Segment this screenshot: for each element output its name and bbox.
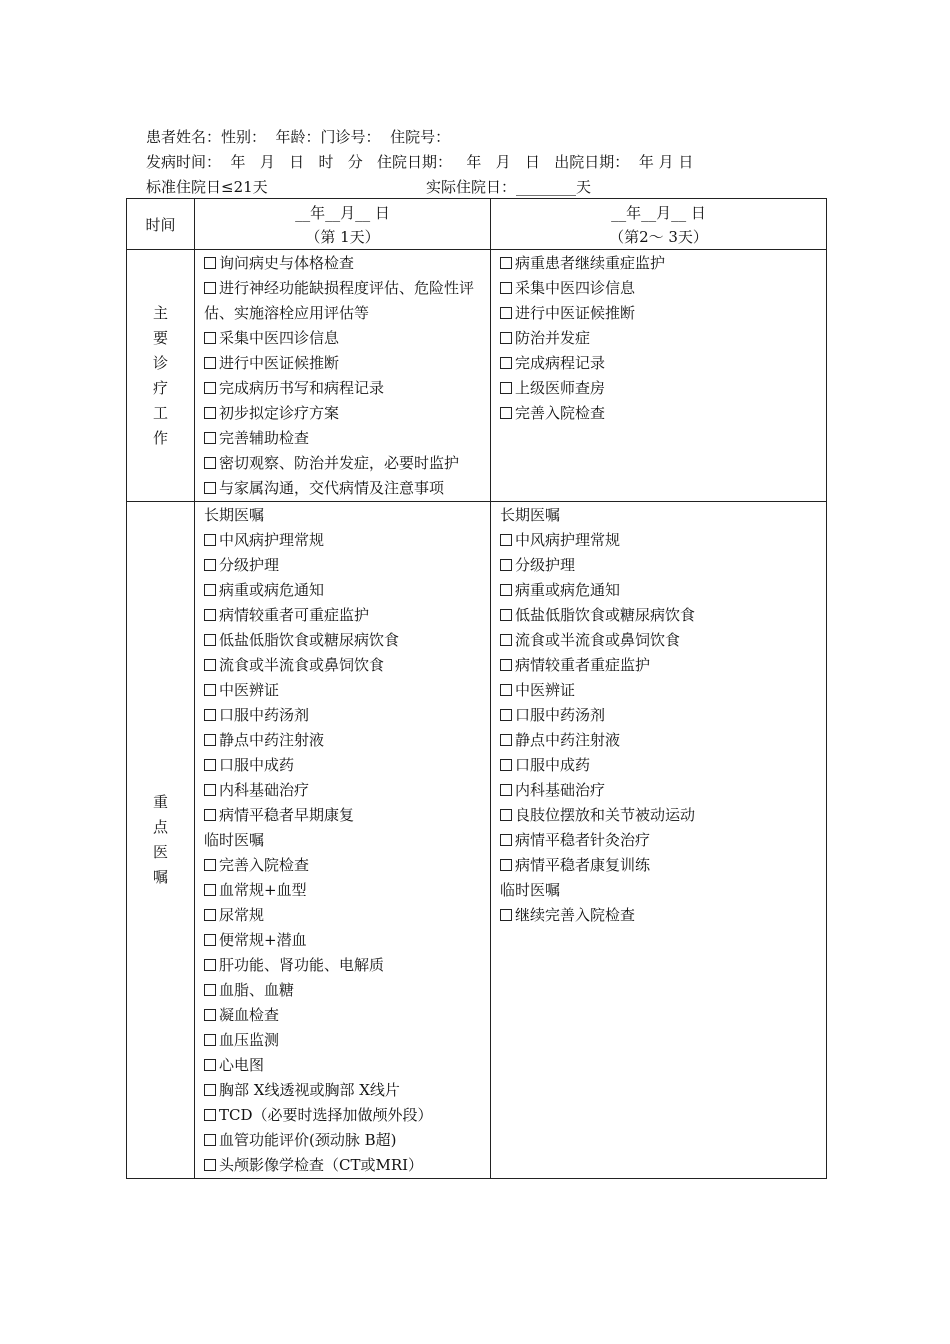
checklist-item-text: 密切观察、防治并发症，必要时监护 [219, 454, 460, 472]
checklist-item [204, 1103, 486, 1128]
checkbox-icon[interactable] [204, 706, 219, 724]
checklist-item [500, 351, 822, 376]
checklist-item-text: 低盐低脂饮食或糖尿病饮食 [219, 631, 400, 649]
checklist-item-text: 静点中药注射液 [219, 731, 325, 749]
checkbox-icon[interactable] [204, 1131, 219, 1149]
checklist-item-text: 病重患者继续重症监护 [515, 254, 666, 272]
checklist-item [500, 251, 822, 276]
time-header-cell [127, 199, 195, 250]
checklist-item [204, 803, 486, 828]
checklist-item [204, 326, 486, 351]
checklist-item [204, 1028, 486, 1053]
checklist-item [204, 928, 486, 953]
checklist-item [204, 276, 486, 326]
checklist-item [204, 878, 486, 903]
stay-info-line [146, 177, 591, 197]
orders-day2-cell [491, 502, 827, 1179]
checkbox-icon[interactable] [204, 731, 219, 749]
checkbox-icon[interactable] [204, 254, 219, 272]
temporary-orders-title: 临时医嘱 [500, 881, 561, 899]
row-label-char: 医 [152, 843, 168, 861]
checklist-item-text: 完善入院检查 [219, 856, 310, 874]
checklist [204, 251, 486, 501]
checkbox-icon[interactable] [204, 379, 219, 397]
checklist-item [204, 578, 486, 603]
row-label-char: 诊 [152, 353, 168, 372]
checklist-item [204, 703, 486, 728]
checklist-item-text: 流食或半流食或鼻饲饮食 [515, 631, 681, 649]
main-work-day2-cell [491, 250, 827, 502]
checklist-item-text: 中医辨证 [515, 681, 576, 699]
checkbox-icon[interactable] [500, 379, 515, 397]
checklist-item [204, 853, 486, 878]
temporary-orders-title: 临时医嘱 [204, 831, 265, 849]
checklist [500, 528, 822, 878]
checklist-item-text: 分级护理 [515, 556, 576, 574]
main-work-label-cell [127, 250, 195, 502]
patient-info-line: 患者姓名：性别： 年龄：门诊号： 住院号： [146, 128, 451, 146]
orders-label-cell [127, 502, 195, 1179]
checkbox-icon[interactable] [500, 906, 515, 924]
orders-row [127, 502, 827, 1179]
checklist-item [500, 528, 822, 553]
checklist-item-text: 胸部 X线透视或胸部 X线片 [219, 1081, 400, 1099]
checkbox-icon[interactable] [204, 1056, 219, 1074]
checkbox-icon[interactable] [204, 881, 219, 899]
checklist-item-text: 进行中医证候推断 [515, 304, 636, 322]
checklist-item [204, 1153, 486, 1178]
checklist [204, 853, 486, 1178]
checkbox-icon[interactable] [500, 329, 515, 347]
checklist-item-text: 血常规+血型 [219, 881, 307, 899]
checkbox-icon[interactable] [500, 279, 515, 297]
checklist-item-text: 采集中医四诊信息 [515, 279, 636, 297]
checklist-item [204, 528, 486, 553]
checklist-item [204, 603, 486, 628]
checklist-item [500, 803, 822, 828]
checkbox-icon[interactable] [204, 531, 219, 549]
checklist-item-text: 病重或病危通知 [515, 581, 621, 599]
checklist-item-text: 分级护理 [219, 556, 280, 574]
checklist-item-text: 中风病护理常规 [515, 531, 621, 549]
checklist-item-text: 进行中医证候推断 [219, 354, 340, 372]
checkbox-icon[interactable] [204, 479, 219, 497]
checklist-item [500, 778, 822, 803]
checkbox-icon[interactable] [500, 681, 515, 699]
checklist-item-text: 便常规+潜血 [219, 931, 307, 949]
checkbox-icon[interactable] [500, 781, 515, 799]
checkbox-icon[interactable] [204, 1081, 219, 1099]
checklist-item-text: 病情平稳者康复训练 [515, 856, 651, 874]
checkbox-icon[interactable] [500, 531, 515, 549]
checklist-item-text: 进行神经功能缺损程度评估、危险性评估、实施溶栓应用评估等 [204, 279, 475, 322]
actual-stay-text: 实际住院日：________天 [426, 178, 592, 196]
checklist-item-text: 病重或病危通知 [219, 581, 325, 599]
checklist-item [204, 476, 486, 501]
main-work-row [127, 250, 827, 502]
checkbox-icon[interactable] [204, 906, 219, 924]
row-label-char: 作 [152, 428, 168, 447]
checkbox-icon[interactable] [204, 606, 219, 624]
checkbox-icon[interactable] [500, 706, 515, 724]
checklist-item [204, 753, 486, 778]
day1-label: （第 1天） [305, 228, 380, 246]
checklist-item [204, 1078, 486, 1103]
checklist-item [500, 703, 822, 728]
checklist-item-text: 内科基础治疗 [219, 781, 310, 799]
checklist-item-text: 凝血检查 [219, 1006, 280, 1024]
checklist-item-text: TCD（必要时选择加做颅外段） [219, 1106, 433, 1124]
checklist-item-text: 血管功能评价(颈动脉 B超) [219, 1131, 397, 1149]
long-term-orders-title: 长期医嘱 [204, 506, 265, 524]
checklist-item [204, 978, 486, 1003]
checkbox-icon[interactable] [204, 556, 219, 574]
checkbox-icon[interactable] [204, 856, 219, 874]
checklist-item [500, 653, 822, 678]
checklist-item [500, 301, 822, 326]
checklist-item [204, 376, 486, 401]
clinical-pathway-table [126, 198, 827, 1179]
checklist-item [500, 578, 822, 603]
checkbox-icon[interactable] [500, 806, 515, 824]
checklist-item-text: 内科基础治疗 [515, 781, 606, 799]
day1-date: __年__月__ 日 [295, 204, 390, 222]
day2-date: __年__月__ 日 [611, 204, 706, 222]
checklist-item-text: 采集中医四诊信息 [219, 329, 340, 347]
checkbox-icon[interactable] [204, 781, 219, 799]
checklist-item-text: 尿常规 [219, 906, 265, 924]
checkbox-icon[interactable] [500, 354, 515, 372]
checklist-item-text: 静点中药注射液 [515, 731, 621, 749]
checklist-item [500, 903, 822, 928]
checklist-item-text: 初步拟定诊疗方案 [219, 404, 340, 422]
checklist-item-text: 流食或半流食或鼻饲饮食 [219, 656, 385, 674]
checkbox-icon[interactable] [204, 454, 219, 472]
checkbox-icon[interactable] [500, 631, 515, 649]
row-label-char: 主 [152, 303, 168, 322]
checkbox-icon[interactable] [204, 581, 219, 599]
checklist-item-text: 防治并发症 [515, 329, 591, 347]
row-label-char: 疗 [152, 378, 168, 397]
checklist-item [500, 376, 822, 401]
checkbox-icon[interactable] [204, 756, 219, 774]
checkbox-icon[interactable] [204, 1156, 219, 1174]
checkbox-icon[interactable] [500, 731, 515, 749]
checkbox-icon[interactable] [204, 656, 219, 674]
checklist-item-text: 与家属沟通，交代病情及注意事项 [219, 479, 445, 497]
checkbox-icon[interactable] [500, 756, 515, 774]
checklist-item-text: 询问病史与体格检查 [219, 254, 355, 272]
checklist-item [500, 828, 822, 853]
checkbox-icon[interactable] [500, 304, 515, 322]
row-label-char: 点 [152, 818, 168, 836]
checklist-item [500, 753, 822, 778]
day2-label: （第2～ 3天） [609, 228, 708, 246]
checklist-item [500, 603, 822, 628]
checkbox-icon[interactable] [204, 1106, 219, 1124]
checklist-item-text: 口服中成药 [515, 756, 591, 774]
checklist-item [204, 426, 486, 451]
day1-header-cell [195, 199, 491, 250]
checklist-item [500, 728, 822, 753]
checkbox-icon[interactable] [204, 1006, 219, 1024]
checklist-item-text: 上级医师查房 [515, 379, 606, 397]
checkbox-icon[interactable] [500, 606, 515, 624]
checklist-item-text: 良肢位摆放和关节被动运动 [515, 806, 696, 824]
row-label-char: 要 [152, 328, 168, 347]
checklist-item-text: 病情较重者可重症监护 [219, 606, 370, 624]
checklist-item [204, 628, 486, 653]
checklist-item [204, 778, 486, 803]
checklist-item [204, 553, 486, 578]
checklist-item [500, 553, 822, 578]
checkbox-icon[interactable] [500, 831, 515, 849]
dates-info-line: 发病时间： 年 月 日 时 分 住院日期： 年 月 日 出院日期： 年 月 日 [146, 153, 694, 171]
checklist-item-text: 病情平稳者早期康复 [219, 806, 355, 824]
row-label-char: 嘱 [152, 868, 168, 886]
checkbox-icon[interactable] [500, 254, 515, 272]
checkbox-icon[interactable] [500, 856, 515, 874]
checkbox-icon[interactable] [204, 279, 219, 297]
checklist-item-text: 头颅影像学检查（CT或MRI） [219, 1156, 424, 1174]
checkbox-icon[interactable] [500, 656, 515, 674]
checkbox-icon[interactable] [204, 1031, 219, 1049]
checklist-item-text: 口服中药汤剂 [515, 706, 606, 724]
orders-day1-cell [195, 502, 491, 1179]
checklist-item-text: 心电图 [219, 1056, 265, 1074]
checklist-item [204, 728, 486, 753]
checklist-item-text: 血压监测 [219, 1031, 280, 1049]
checklist [500, 251, 822, 426]
checkbox-icon[interactable] [204, 429, 219, 447]
long-term-orders-title: 长期医嘱 [500, 506, 561, 524]
header-row [127, 199, 827, 250]
day2-header-cell [491, 199, 827, 250]
checklist-item [204, 953, 486, 978]
checkbox-icon[interactable] [204, 931, 219, 949]
checkbox-icon[interactable] [204, 329, 219, 347]
checklist-item [500, 853, 822, 878]
checkbox-icon[interactable] [204, 956, 219, 974]
checklist-item-text: 口服中药汤剂 [219, 706, 310, 724]
row-label-char: 工 [152, 403, 168, 422]
checklist-item [204, 903, 486, 928]
checklist-item-text: 病情平稳者针灸治疗 [515, 831, 651, 849]
checklist [500, 903, 822, 928]
checklist-item [204, 1003, 486, 1028]
checklist-item [500, 326, 822, 351]
checkbox-icon[interactable] [500, 404, 515, 422]
checkbox-icon[interactable] [204, 354, 219, 372]
checkbox-icon[interactable] [204, 806, 219, 824]
main-work-day1-cell [195, 250, 491, 502]
checklist-item-text: 继续完善入院检查 [515, 906, 636, 924]
time-label: 时间 [145, 215, 176, 234]
checklist-item-text: 完善入院检查 [515, 404, 606, 422]
standard-stay-text: 标准住院日≤21天 [146, 178, 268, 196]
row-label-char: 重 [152, 793, 168, 811]
checklist-item [204, 1053, 486, 1078]
checkbox-icon[interactable] [204, 981, 219, 999]
checkbox-icon[interactable] [204, 681, 219, 699]
checklist-item-text: 病情较重者重症监护 [515, 656, 651, 674]
checklist-item [500, 401, 822, 426]
checklist-item [204, 678, 486, 703]
checklist-item-text: 中医辨证 [219, 681, 280, 699]
checkbox-icon[interactable] [500, 556, 515, 574]
checklist-item [204, 451, 486, 476]
checklist-item-text: 口服中成药 [219, 756, 295, 774]
checklist-item [500, 628, 822, 653]
checklist-item [204, 1128, 486, 1153]
checklist-item-text: 血脂、血糖 [219, 981, 295, 999]
checklist-item [500, 276, 822, 301]
checklist-item [204, 653, 486, 678]
checklist-item-text: 肝功能、肾功能、电解质 [219, 956, 385, 974]
checklist-item [500, 678, 822, 703]
checklist-item-text: 完善辅助检查 [219, 429, 310, 447]
checklist-item [204, 351, 486, 376]
checklist-item-text: 低盐低脂饮食或糖尿病饮食 [515, 606, 696, 624]
checklist-item [204, 401, 486, 426]
checklist-item-text: 完成病程记录 [515, 354, 606, 372]
checklist-item-text: 完成病历书写和病程记录 [219, 379, 385, 397]
checkbox-icon[interactable] [500, 581, 515, 599]
checkbox-icon[interactable] [204, 404, 219, 422]
checklist-item [204, 251, 486, 276]
checklist [204, 528, 486, 828]
checklist-item-text: 中风病护理常规 [219, 531, 325, 549]
checkbox-icon[interactable] [204, 631, 219, 649]
